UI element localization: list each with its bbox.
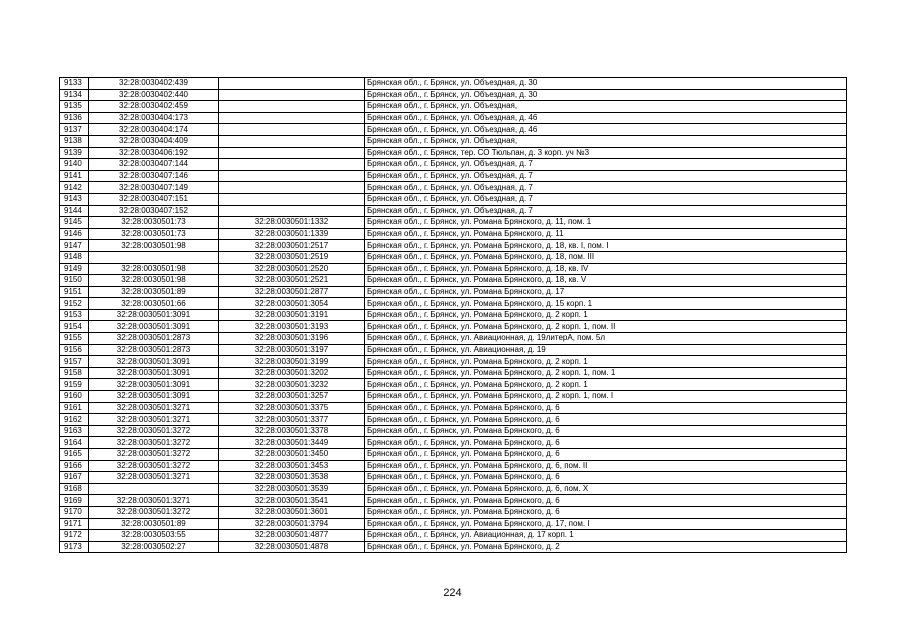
table-row (60, 89, 847, 101)
address-cell: Брянская обл., г. Брянск, ул. Романа Брянского, д. 6 (365, 402, 847, 414)
object-cadastral-number-cell: 32:28:0030501:3202 (219, 367, 365, 379)
object-cadastral-number-cell: 32:28:0030501:3450 (219, 449, 365, 461)
land-cadastral-number-cell: 32:28:0030407:151 (89, 193, 219, 205)
object-cadastral-number-cell: 32:28:0030501:1339 (219, 228, 365, 240)
address-cell: Брянская обл., г. Брянск, ул. Авиационная, д. 19 (365, 344, 847, 356)
object-cadastral-number-cell (219, 193, 365, 205)
table-row (60, 414, 847, 426)
address-cell: Брянская обл., г. Брянск, ул. Романа Брянского, д. 2 (365, 541, 847, 553)
table-row (60, 449, 847, 461)
object-cadastral-number-cell: 32:28:0030501:4877 (219, 530, 365, 542)
land-cadastral-number-cell: 32:28:0030407:144 (89, 159, 219, 171)
object-cadastral-number-cell: 32:28:0030501:3378 (219, 425, 365, 437)
land-cadastral-number-cell: 32:28:0030407:149 (89, 182, 219, 194)
land-cadastral-number-cell: 32:28:0030404:174 (89, 124, 219, 136)
land-cadastral-number-cell: 32:28:0030501:3272 (89, 437, 219, 449)
object-cadastral-number-cell: 32:28:0030501:3193 (219, 321, 365, 333)
land-cadastral-number-cell: 32:28:0030402:439 (89, 78, 219, 90)
address-cell: Брянская обл., г. Брянск, ул. Романа Брянского, д. 15 корп. 1 (365, 298, 847, 310)
row-number-cell: 9154 (60, 321, 89, 333)
row-number-cell: 9169 (60, 495, 89, 507)
row-number-cell: 9170 (60, 506, 89, 518)
address-cell: Брянская обл., г. Брянск, ул. Объездная, (365, 135, 847, 147)
row-number-cell: 9172 (60, 530, 89, 542)
land-cadastral-number-cell: 32:28:0030503:55 (89, 530, 219, 542)
page-number: 224 (443, 587, 462, 599)
table-row (60, 182, 847, 194)
land-cadastral-number-cell: 32:28:0030501:3271 (89, 402, 219, 414)
object-cadastral-number-cell: 32:28:0030501:3538 (219, 472, 365, 484)
row-number-cell: 9162 (60, 414, 89, 426)
row-number-cell: 9173 (60, 541, 89, 553)
land-cadastral-number-cell (89, 251, 219, 263)
address-cell: Брянская обл., г. Брянск, тер. СО Тюльпан, д. 3 корп. уч №3 (365, 147, 847, 159)
object-cadastral-number-cell (219, 182, 365, 194)
table-row (60, 460, 847, 472)
object-cadastral-number-cell: 32:28:0030501:3453 (219, 460, 365, 472)
address-cell: Брянская обл., г. Брянск, ул. Романа Брянского, д. 2 корп. 1, пом. 1 (365, 367, 847, 379)
address-cell: Брянская обл., г. Брянск, ул. Романа Брянского, д. 17, пом. I (365, 518, 847, 530)
land-cadastral-number-cell: 32:28:0030407:146 (89, 170, 219, 182)
table-row (60, 205, 847, 217)
row-number-cell: 9148 (60, 251, 89, 263)
address-cell: Брянская обл., г. Брянск, ул. Романа Брянского, д. 2 корп. 1, пом. II (365, 321, 847, 333)
address-cell: Брянская обл., г. Брянск, ул. Романа Брянского, д. 6, пом. II (365, 460, 847, 472)
land-cadastral-number-cell: 32:28:0030502:27 (89, 541, 219, 553)
object-cadastral-number-cell (219, 159, 365, 171)
row-number-cell: 9158 (60, 367, 89, 379)
land-cadastral-number-cell: 32:28:0030501:2873 (89, 344, 219, 356)
address-cell: Брянская обл., г. Брянск, ул. Объездная, д. 7 (365, 159, 847, 171)
table-row (60, 240, 847, 252)
row-number-cell: 9141 (60, 170, 89, 182)
table-row (60, 193, 847, 205)
land-cadastral-number-cell: 32:28:0030501:89 (89, 518, 219, 530)
registry-table (59, 77, 847, 553)
row-number-cell: 9166 (60, 460, 89, 472)
table-row (60, 518, 847, 530)
land-cadastral-number-cell: 32:28:0030501:3271 (89, 495, 219, 507)
row-number-cell: 9136 (60, 112, 89, 124)
object-cadastral-number-cell: 32:28:0030501:3054 (219, 298, 365, 310)
land-cadastral-number-cell: 32:28:0030501:73 (89, 228, 219, 240)
address-cell: Брянская обл., г. Брянск, ул. Романа Брянского, д. 18, кв. V (365, 275, 847, 287)
address-cell: Брянская обл., г. Брянск, ул. Объездная, д. 30 (365, 89, 847, 101)
table-row (60, 217, 847, 229)
land-cadastral-number-cell: 32:28:0030501:98 (89, 263, 219, 275)
address-cell: Брянская обл., г. Брянск, ул. Объездная, д. 46 (365, 112, 847, 124)
address-cell: Брянская обл., г. Брянск, ул. Объездная, д. 7 (365, 193, 847, 205)
table-row (60, 402, 847, 414)
land-cadastral-number-cell: 32:28:0030501:98 (89, 240, 219, 252)
address-cell: Брянская обл., г. Брянск, ул. Романа Брянского, д. 18, пом. III (365, 251, 847, 263)
object-cadastral-number-cell: 32:28:0030501:3375 (219, 402, 365, 414)
land-cadastral-number-cell: 32:28:0030404:173 (89, 112, 219, 124)
row-number-cell: 9164 (60, 437, 89, 449)
row-number-cell: 9157 (60, 356, 89, 368)
row-number-cell: 9133 (60, 78, 89, 90)
land-cadastral-number-cell: 32:28:0030501:3091 (89, 379, 219, 391)
table-row (60, 275, 847, 287)
object-cadastral-number-cell (219, 170, 365, 182)
land-cadastral-number-cell: 32:28:0030501:3091 (89, 367, 219, 379)
row-number-cell: 9160 (60, 391, 89, 403)
table-row (60, 379, 847, 391)
object-cadastral-number-cell: 32:28:0030501:4878 (219, 541, 365, 553)
table-row (60, 367, 847, 379)
address-cell: Брянская обл., г. Брянск, ул. Авиационная, д. 19литерА, пом. 5л (365, 333, 847, 345)
table-row (60, 170, 847, 182)
address-cell: Брянская обл., г. Брянск, ул. Романа Брянского, д. 6, пом. X (365, 483, 847, 495)
address-cell: Брянская обл., г. Брянск, ул. Романа Брянского, д. 17 (365, 286, 847, 298)
land-cadastral-number-cell: 32:28:0030501:3091 (89, 391, 219, 403)
row-number-cell: 9168 (60, 483, 89, 495)
address-cell: Брянская обл., г. Брянск, ул. Романа Брянского, д. 2 корп. 1 (365, 309, 847, 321)
object-cadastral-number-cell: 32:28:0030501:3199 (219, 356, 365, 368)
address-cell: Брянская обл., г. Брянск, ул. Романа Брянского, д. 6 (365, 425, 847, 437)
land-cadastral-number-cell: 32:28:0030501:98 (89, 275, 219, 287)
address-cell: Брянская обл., г. Брянск, ул. Авиационная, д. 17 корп. 1 (365, 530, 847, 542)
land-cadastral-number-cell: 32:28:0030501:3091 (89, 321, 219, 333)
address-cell: Брянская обл., г. Брянск, ул. Объездная, д. 7 (365, 182, 847, 194)
object-cadastral-number-cell: 32:28:0030501:3449 (219, 437, 365, 449)
address-cell: Брянская обл., г. Брянск, ул. Романа Брянского, д. 18, кв. IV (365, 263, 847, 275)
land-cadastral-number-cell: 32:28:0030501:89 (89, 286, 219, 298)
row-number-cell: 9159 (60, 379, 89, 391)
object-cadastral-number-cell (219, 135, 365, 147)
land-cadastral-number-cell: 32:28:0030501:66 (89, 298, 219, 310)
table-row (60, 298, 847, 310)
table-row (60, 263, 847, 275)
row-number-cell: 9163 (60, 425, 89, 437)
land-cadastral-number-cell: 32:28:0030501:3272 (89, 449, 219, 461)
row-number-cell: 9138 (60, 135, 89, 147)
table-row (60, 391, 847, 403)
table-row (60, 101, 847, 113)
row-number-cell: 9134 (60, 89, 89, 101)
address-cell: Брянская обл., г. Брянск, ул. Объездная, д. 7 (365, 205, 847, 217)
object-cadastral-number-cell (219, 78, 365, 90)
object-cadastral-number-cell: 32:28:0030501:3257 (219, 391, 365, 403)
object-cadastral-number-cell (219, 147, 365, 159)
row-number-cell: 9142 (60, 182, 89, 194)
land-cadastral-number-cell: 32:28:0030402:459 (89, 101, 219, 113)
object-cadastral-number-cell (219, 205, 365, 217)
address-cell: Брянская обл., г. Брянск, ул. Романа Брянского, д. 6 (365, 449, 847, 461)
object-cadastral-number-cell (219, 89, 365, 101)
table-row (60, 321, 847, 333)
object-cadastral-number-cell: 32:28:0030501:3377 (219, 414, 365, 426)
row-number-cell: 9146 (60, 228, 89, 240)
table-row (60, 425, 847, 437)
row-number-cell: 9171 (60, 518, 89, 530)
land-cadastral-number-cell: 32:28:0030501:3272 (89, 460, 219, 472)
address-cell: Брянская обл., г. Брянск, ул. Романа Брянского, д. 2 корп. 1, пом. I (365, 391, 847, 403)
land-cadastral-number-cell: 32:28:0030501:3272 (89, 425, 219, 437)
table-row (60, 112, 847, 124)
land-cadastral-number-cell: 32:28:0030501:3091 (89, 309, 219, 321)
table-row (60, 228, 847, 240)
object-cadastral-number-cell: 32:28:0030501:3541 (219, 495, 365, 507)
object-cadastral-number-cell: 32:28:0030501:3191 (219, 309, 365, 321)
address-cell: Брянская обл., г. Брянск, ул. Романа Брянского, д. 11 (365, 228, 847, 240)
address-cell: Брянская обл., г. Брянск, ул. Романа Брянского, д. 11, пом. 1 (365, 217, 847, 229)
row-number-cell: 9140 (60, 159, 89, 171)
object-cadastral-number-cell: 32:28:0030501:2517 (219, 240, 365, 252)
row-number-cell: 9152 (60, 298, 89, 310)
table-row (60, 541, 847, 553)
table-row (60, 124, 847, 136)
row-number-cell: 9165 (60, 449, 89, 461)
row-number-cell: 9137 (60, 124, 89, 136)
table-row (60, 309, 847, 321)
object-cadastral-number-cell: 32:28:0030501:3197 (219, 344, 365, 356)
land-cadastral-number-cell: 32:28:0030404:409 (89, 135, 219, 147)
address-cell: Брянская обл., г. Брянск, ул. Романа Брянского, д. 6 (365, 495, 847, 507)
object-cadastral-number-cell: 32:28:0030501:3601 (219, 506, 365, 518)
row-number-cell: 9153 (60, 309, 89, 321)
table-row (60, 530, 847, 542)
land-cadastral-number-cell: 32:28:0030501:3272 (89, 506, 219, 518)
address-cell: Брянская обл., г. Брянск, ул. Романа Брянского, д. 2 корп. 1 (365, 379, 847, 391)
table-row (60, 344, 847, 356)
registry-table-body (60, 78, 847, 553)
table-row (60, 472, 847, 484)
address-cell: Брянская обл., г. Брянск, ул. Объездная, (365, 101, 847, 113)
object-cadastral-number-cell (219, 112, 365, 124)
table-row (60, 483, 847, 495)
address-cell: Брянская обл., г. Брянск, ул. Романа Брянского, д. 2 корп. 1 (365, 356, 847, 368)
row-number-cell: 9161 (60, 402, 89, 414)
table-row (60, 495, 847, 507)
object-cadastral-number-cell: 32:28:0030501:3794 (219, 518, 365, 530)
land-cadastral-number-cell: 32:28:0030407:152 (89, 205, 219, 217)
row-number-cell: 9135 (60, 101, 89, 113)
table-row (60, 437, 847, 449)
land-cadastral-number-cell: 32:28:0030501:2873 (89, 333, 219, 345)
row-number-cell: 9149 (60, 263, 89, 275)
address-cell: Брянская обл., г. Брянск, ул. Романа Брянского, д. 6 (365, 506, 847, 518)
land-cadastral-number-cell (89, 483, 219, 495)
land-cadastral-number-cell: 32:28:0030402:440 (89, 89, 219, 101)
table-row (60, 251, 847, 263)
table-row (60, 333, 847, 345)
row-number-cell: 9145 (60, 217, 89, 229)
address-cell: Брянская обл., г. Брянск, ул. Романа Брянского, д. 18, кв. I, пом. I (365, 240, 847, 252)
object-cadastral-number-cell: 32:28:0030501:2877 (219, 286, 365, 298)
row-number-cell: 9167 (60, 472, 89, 484)
address-cell: Брянская обл., г. Брянск, ул. Объездная, д. 30 (365, 78, 847, 90)
table-row (60, 78, 847, 90)
table-row (60, 506, 847, 518)
table-row (60, 356, 847, 368)
address-cell: Брянская обл., г. Брянск, ул. Романа Брянского, д. 6 (365, 437, 847, 449)
object-cadastral-number-cell: 32:28:0030501:3539 (219, 483, 365, 495)
row-number-cell: 9139 (60, 147, 89, 159)
land-cadastral-number-cell: 32:28:0030501:3091 (89, 356, 219, 368)
row-number-cell: 9150 (60, 275, 89, 287)
object-cadastral-number-cell (219, 124, 365, 136)
address-cell: Брянская обл., г. Брянск, ул. Объездная, д. 7 (365, 170, 847, 182)
object-cadastral-number-cell: 32:28:0030501:2521 (219, 275, 365, 287)
object-cadastral-number-cell: 32:28:0030501:2520 (219, 263, 365, 275)
object-cadastral-number-cell: 32:28:0030501:3232 (219, 379, 365, 391)
row-number-cell: 9147 (60, 240, 89, 252)
land-cadastral-number-cell: 32:28:0030406:192 (89, 147, 219, 159)
address-cell: Брянская обл., г. Брянск, ул. Романа Брянского, д. 6 (365, 414, 847, 426)
object-cadastral-number-cell: 32:28:0030501:2519 (219, 251, 365, 263)
land-cadastral-number-cell: 32:28:0030501:3271 (89, 472, 219, 484)
land-cadastral-number-cell: 32:28:0030501:3271 (89, 414, 219, 426)
row-number-cell: 9151 (60, 286, 89, 298)
address-cell: Брянская обл., г. Брянск, ул. Объездная, д. 46 (365, 124, 847, 136)
object-cadastral-number-cell: 32:28:0030501:3196 (219, 333, 365, 345)
address-cell: Брянская обл., г. Брянск, ул. Романа Брянского, д. 6 (365, 472, 847, 484)
table-row (60, 147, 847, 159)
object-cadastral-number-cell: 32:28:0030501:1332 (219, 217, 365, 229)
row-number-cell: 9144 (60, 205, 89, 217)
land-cadastral-number-cell: 32:28:0030501:73 (89, 217, 219, 229)
row-number-cell: 9143 (60, 193, 89, 205)
table-row (60, 286, 847, 298)
object-cadastral-number-cell (219, 101, 365, 113)
row-number-cell: 9156 (60, 344, 89, 356)
table-row (60, 159, 847, 171)
table-row (60, 135, 847, 147)
row-number-cell: 9155 (60, 333, 89, 345)
